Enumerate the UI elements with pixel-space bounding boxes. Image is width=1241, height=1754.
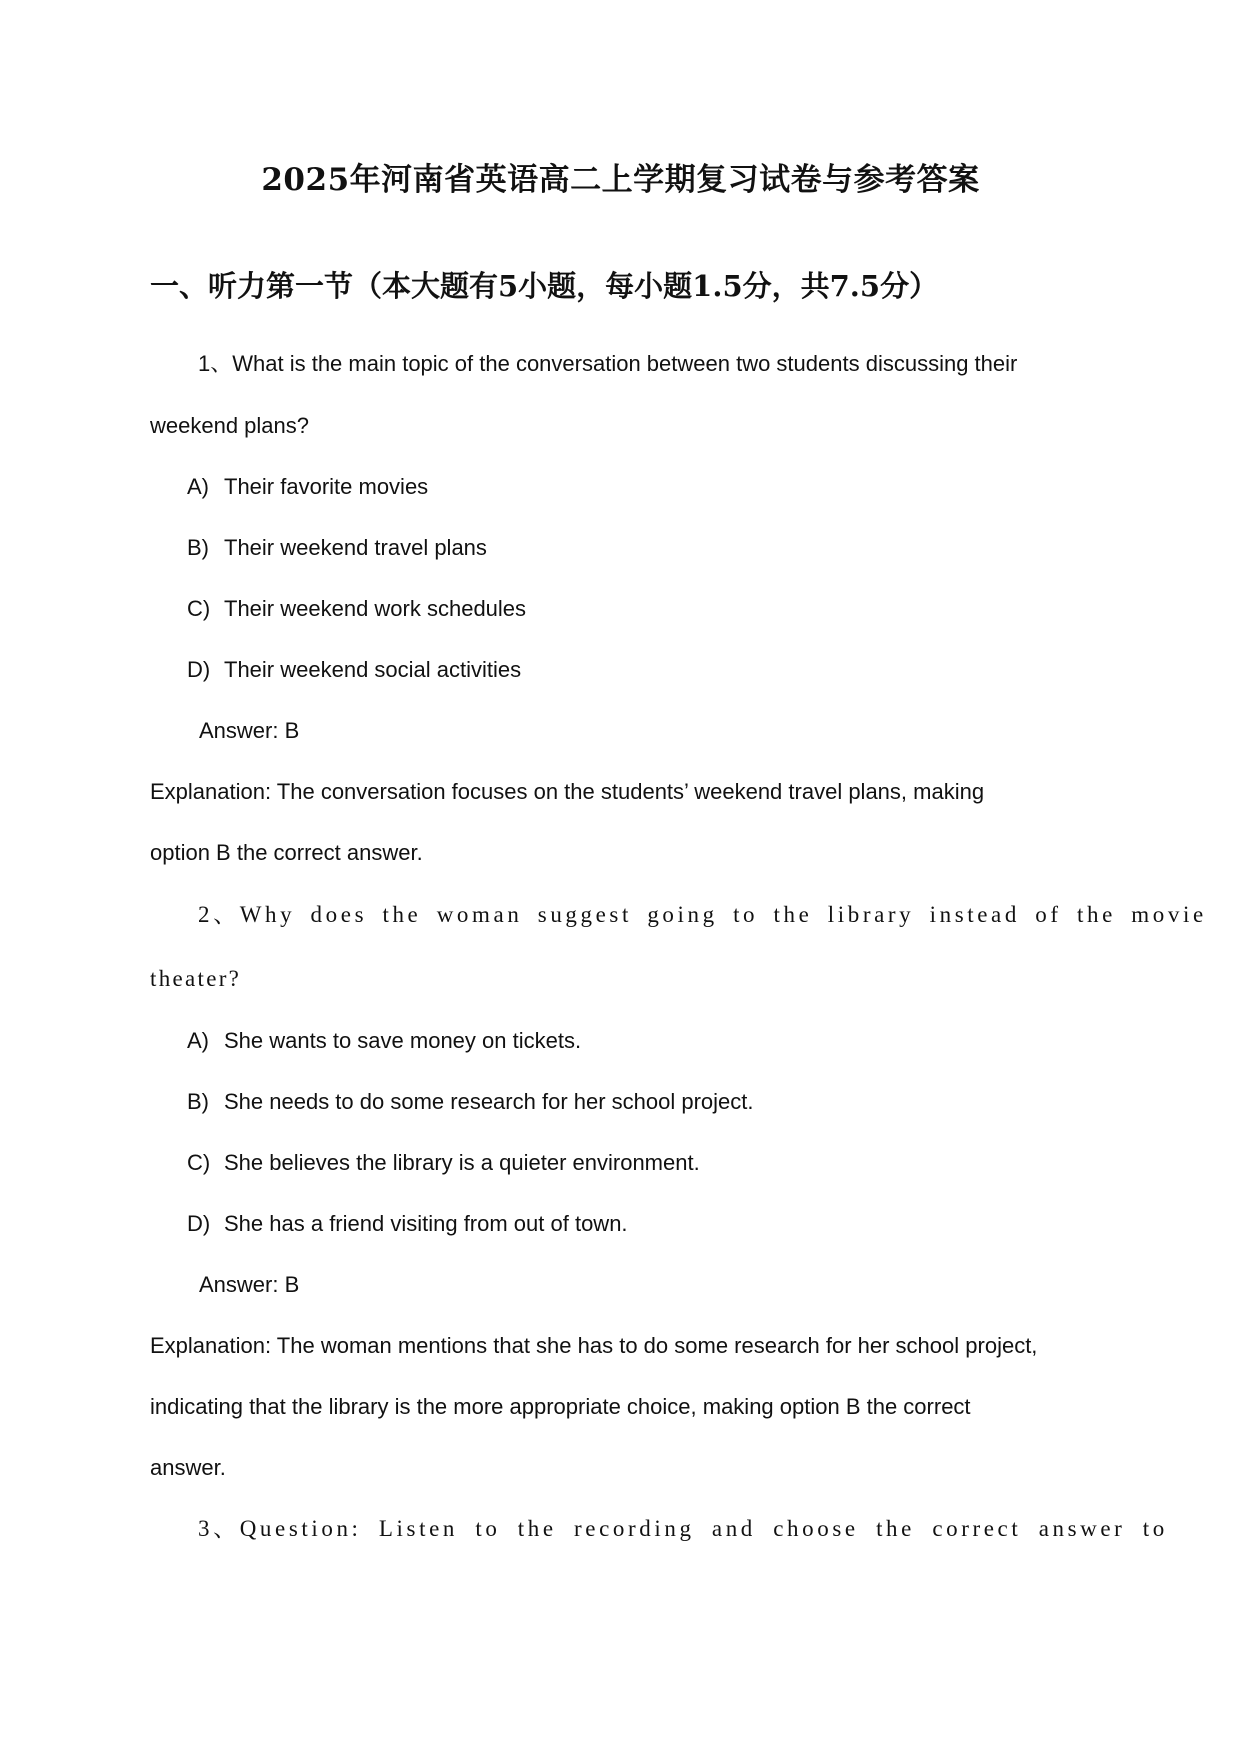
question-2-option-a (187, 1026, 581, 1056)
option-letter: B) (187, 535, 209, 560)
option-letter: A) (187, 474, 209, 499)
question-number: 2、 (198, 902, 240, 927)
question-number: 3、 (198, 1516, 240, 1541)
question-text: What is the main topic of the conversation between two students discussing their (232, 351, 1018, 376)
question-2-option-b (187, 1087, 754, 1117)
question-1-option-b (187, 533, 487, 563)
option-text: Their weekend travel plans (224, 535, 487, 560)
question-2-option-c (187, 1148, 700, 1178)
question-number: 1、 (198, 351, 233, 376)
question-2-option-d (187, 1209, 628, 1239)
question-1-option-d (187, 655, 521, 685)
option-letter: C) (187, 1150, 211, 1175)
option-text: She wants to save money on tickets. (224, 1028, 582, 1053)
question-1-explanation-line2: option B the correct answer. (150, 840, 423, 865)
question-2-answer: Answer: B (199, 1272, 300, 1297)
option-text: She needs to do some research for her school project. (224, 1089, 754, 1114)
question-1-option-a (187, 472, 428, 502)
option-text: Their weekend social activities (224, 657, 522, 682)
question-2-explanation-line2: indicating that the library is the more appropriate choice, making option B the correct (150, 1394, 971, 1419)
question-3-line1 (198, 1514, 1168, 1544)
option-letter: B) (187, 1089, 209, 1114)
option-text: Their favorite movies (224, 474, 429, 499)
question-1-line2: weekend plans? (150, 413, 310, 438)
question-1-line1 (198, 349, 1017, 379)
question-text: Question: Listen to the recording and choose the correct answer to (239, 1516, 1168, 1541)
document-title: 2025年河南省英语高二上学期复习试卷与参考答案 (261, 162, 980, 198)
question-1-explanation-line1: Explanation: The conversation focuses on the students’ weekend travel plans, making (150, 779, 985, 804)
option-text: She has a friend visiting from out of town. (224, 1211, 628, 1236)
option-text: She believes the library is a quieter environment. (224, 1150, 700, 1175)
option-text: Their weekend work schedules (224, 596, 527, 621)
question-2-line2: theater? (150, 966, 242, 991)
question-2-explanation-line3: answer. (150, 1455, 226, 1480)
option-letter: A) (187, 1028, 209, 1053)
option-letter: D) (187, 657, 211, 682)
option-letter: C) (187, 596, 211, 621)
question-text: Why does the woman suggest going to the library instead of the movie (239, 902, 1207, 927)
question-1-answer: Answer: B (199, 718, 300, 743)
option-letter: D) (187, 1211, 211, 1236)
question-1-option-c (187, 594, 526, 624)
question-2-explanation-line1: Explanation: The woman mentions that she has to do some research for her school project, (150, 1333, 1038, 1358)
section-heading: 一、听力第一节（本大题有5小题，每小题1.5分，共7.5分） (150, 269, 939, 303)
question-2-line1 (198, 900, 1207, 930)
